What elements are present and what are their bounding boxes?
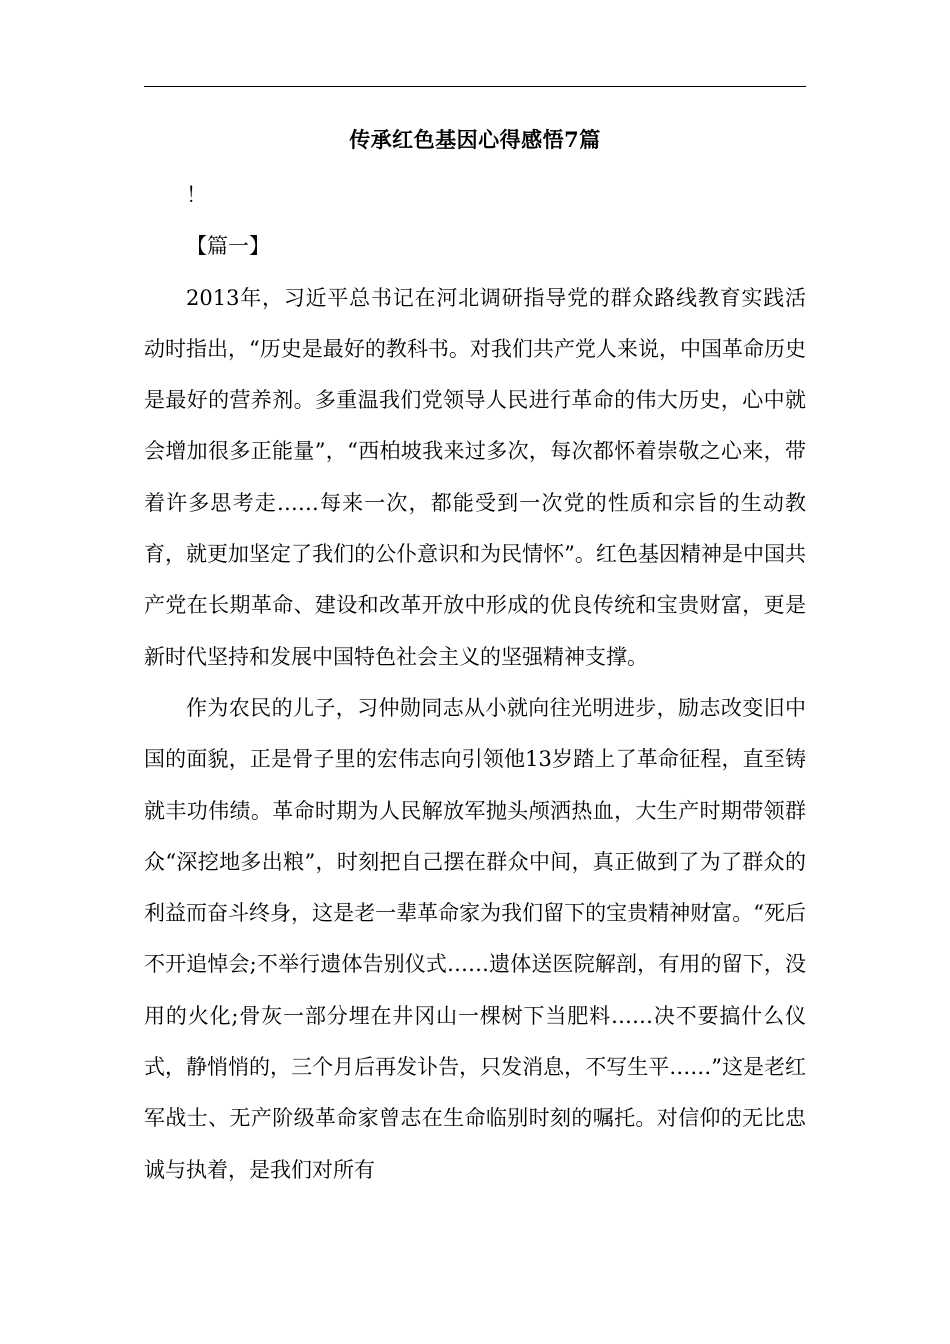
paragraph-1: 2013年，习近平总书记在河北调研指导党的群众路线教育实践活动时指出，“历史是最好的教科书。对我们共产党人来说，中国革命历史是最好的营养剂。多重温我们党领导人民进行革命的伟大历史，心中就会增加很多正能量”，“西柏坡我来过多次，每次都怀着崇敬之心来，带着许多思考走……每来一次，都能受到一次党的性质和宗旨的生动教育，就更加坚定了我们的公仆意识和为民情怀”。红色基因精神是中国共产党在长期革命、建设和改革开放中形成的优良传统和宝贵财富，更是新时代坚持和发展中国特色社会主义的坚强精神支撑。	[144, 285, 806, 669]
paragraph-2: 作为农民的儿子，习仲勋同志从小就向往光明进步，励志改变旧中国的面貌，正是骨子里的宏伟志向引领他13岁踏上了革命征程，直至铸就丰功伟绩。革命时期为人民解放军抛头颅洒热血，大生产时期带领群众“深挖地多出粮”，时刻把自己摆在群众中间，真正做到了为了群众的利益而奋斗终身，这是老一辈革命家为我们留下的宝贵精神财富。“死后不开追悼会;不举行遗体告别仪式……遗体送医院解剖，有用的留下，没用的火化;骨灰一部分埋在井冈山一棵树下当肥料……决不要搞什么仪式，静悄悄的，三个月后再发讣告，只发消息，不写生平……”这是老红军战士、无产阶级革命家曾志在生命临别时刻的嘱托。对信仰的无比忠诚与执着，是我们对所有	[144, 695, 806, 1182]
document-body	[144, 170, 806, 1196]
page-title: 传承红色基因心得感悟7篇	[349, 127, 601, 152]
header-rule	[144, 86, 806, 87]
section-heading: 【篇一】	[186, 234, 270, 259]
exclamation-line: ！	[186, 183, 207, 207]
